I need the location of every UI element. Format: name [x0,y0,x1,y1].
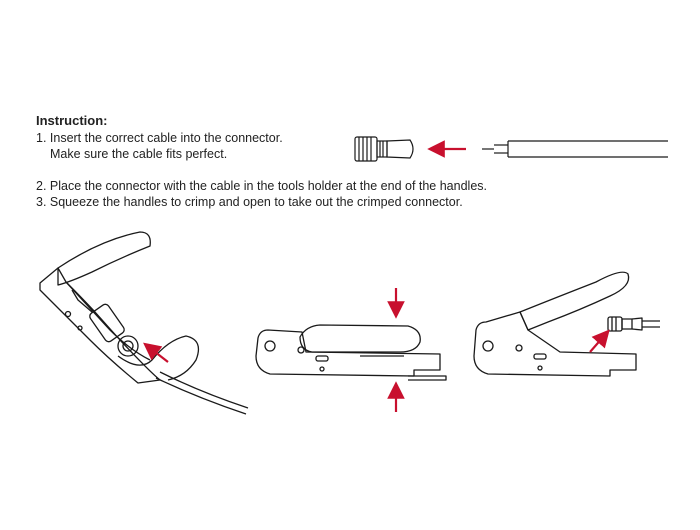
step-2-text: 2. Place the connector with the cable in the tools holder at the end of the handles. [36,179,487,193]
tool-squeeze [256,325,446,380]
tool-insert-connector [40,232,248,414]
instruction-heading: Instruction: [36,113,108,128]
step-3-text: 3. Squeeze the handles to crimp and open to take out the crimped connector. [36,195,463,209]
step-1-text: 1. Insert the correct cable into the connector. [36,131,283,145]
remove-arrow [590,336,604,352]
cable-illustration [482,141,668,157]
connector-illustration [355,137,413,161]
tool-open-remove [474,272,660,376]
step-1-note: Make sure the cable fits perfect. [50,147,228,161]
